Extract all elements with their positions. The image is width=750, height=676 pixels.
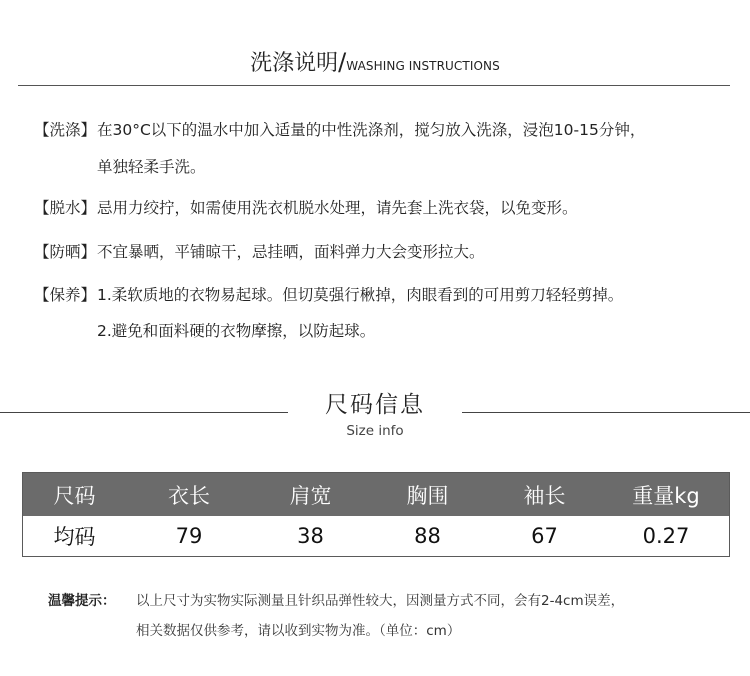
care-item-sun: [34, 240, 485, 262]
cell-chest: 88: [414, 524, 441, 548]
tip-text-line2: 相关数据仅供参考，请以收到实物为准。（单位：cm）: [136, 623, 461, 639]
cell-sleeve: 67: [531, 524, 558, 548]
care-text: 不宜暴晒，平铺晾干，忌挂晒，面料弹力大会变形拉大。: [97, 243, 485, 261]
header-cell-weight: 重量kg: [632, 483, 700, 508]
washing-title-zh: 洗涤说明: [250, 51, 339, 76]
care-item-spin: [34, 196, 578, 218]
washing-divider: [18, 85, 730, 86]
header-cell-size: 尺码: [53, 483, 96, 508]
header-cell-shoulder: 肩宽: [289, 483, 332, 508]
washing-title-en: WASHING INSTRUCTIONS: [346, 59, 500, 73]
care-tag: 【脱水】: [34, 199, 97, 217]
size-title: 尺码信息: [325, 392, 425, 418]
cell-length: 79: [175, 524, 203, 548]
care-text: 忌用力绞拧，如需使用洗衣机脱水处理，请先套上洗衣袋，以免变形。: [97, 199, 578, 217]
care-text: 1.柔软质地的衣物易起球。但切莫强行楸掉，肉眼看到的可用剪刀轻轻剪掉。: [97, 286, 624, 304]
table-row: [23, 516, 729, 556]
tip-text-line1: 以上尺寸为实物实际测量且针织品弹性较大，因测量方式不同，会有2-4cm误差，: [136, 593, 625, 609]
care-text-continued: 单独轻柔手洗。: [97, 158, 206, 176]
washing-title: [0, 46, 750, 77]
cell-size: 均码: [53, 525, 96, 549]
size-table-header: [23, 473, 729, 516]
size-table: [22, 472, 730, 557]
care-tag: 【保养】: [34, 286, 97, 304]
care-text: 在30°C以下的温水中加入适量的中性洗涤剂，搅匀放入洗涤，浸泡10-15分钟，: [97, 121, 646, 139]
tip-note: [48, 589, 624, 609]
header-cell-chest: 胸围: [406, 483, 449, 508]
washing-title-slash: /: [338, 48, 347, 76]
header-cell-sleeve: 袖长: [523, 483, 566, 508]
care-item-wash: [34, 118, 645, 140]
care-text-continued: 2.避免和面料硬的衣物摩擦，以防起球。: [97, 322, 376, 340]
tip-label: 温馨提示：: [48, 593, 116, 609]
header-cell-length: 衣长: [168, 483, 210, 508]
cell-weight: 0.27: [642, 524, 690, 548]
care-tag: 【洗涤】: [34, 121, 97, 139]
cell-shoulder: 38: [297, 524, 324, 548]
care-tag: 【防晒】: [34, 243, 97, 261]
size-subtitle: Size info: [346, 423, 404, 439]
care-item-maintain: [34, 283, 623, 305]
